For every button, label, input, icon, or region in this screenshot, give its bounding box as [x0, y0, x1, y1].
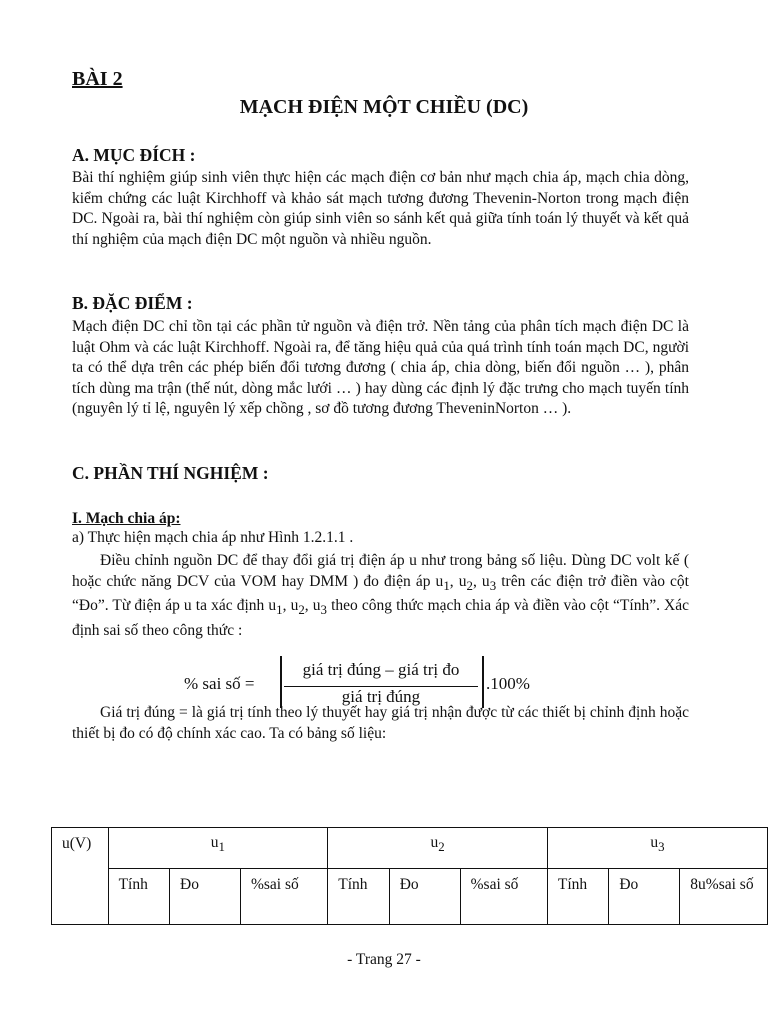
col-u2-do: Đo [389, 869, 460, 925]
col-u1-error: %sai số [240, 869, 327, 925]
instructions-paragraph: Điều chỉnh nguồn DC để thay đổi giá trị điện áp u như trong bảng số liệu. Dùng DC volt kế ( hoặc chức năng DCV của VOM hay DMM ) đo điện áp $u_1$, $u_2$, $u_3$ trên các điện trở điền vào cột “Đo”. Từ điện áp u ta xác định $u_1$, $u_2$, $u_3$ theo công thức mạch chia áp và điền vào cột “Tính”. Xác định sai số theo công thức : [72, 552, 690, 639]
col-u1-tinh: Tính [108, 869, 169, 925]
table-row [52, 828, 768, 869]
formula-rhs: .100% [486, 674, 530, 693]
true-value-definition: Giá trị đúng = là giá trị tính theo lý thuyết hay giá trị nhận được từ các thiết bị chỉnh định hoặc thiết bị đo có độ chính xác cao. Ta có bảng số liệu: [72, 704, 689, 742]
col-u3-do: Đo [609, 869, 680, 925]
section-c-heading: C. PHẦN THÍ NGHIỆM : [72, 463, 269, 483]
section-a-heading: A. MỤC ĐÍCH : [72, 145, 196, 165]
instructions-part-3: theo công thức mạch chia áp và điền vào cột “Tính”. Xác định sai số theo công thức : [72, 597, 690, 639]
page-title: MẠCH ĐIỆN MỘT CHIỀU (DC) [239, 96, 529, 118]
section-b-heading: B. ĐẶC ĐIỂM : [72, 293, 193, 313]
voltage-divider-heading: I. Mạch chia áp: [72, 510, 181, 527]
col-u3-error: 8u%sai số [680, 869, 768, 925]
step-a-text: a) Thực hiện mạch chia áp như Hình 1.2.1.1 . [72, 529, 354, 546]
abs-bar-right [482, 656, 484, 708]
col-u3-tinh: Tính [547, 869, 608, 925]
instructions-part-2: trên các điện trở điền vào cột “Đo”. Từ điện áp u ta xác định u [72, 572, 689, 615]
instructions-part-1: Điều chỉnh nguồn DC để thay đổi giá trị điện áp u như trong bảng số liệu. Dùng DC volt kế ( hoặc chức năng DCV của VOM hay DMM ) đo điện áp u [72, 552, 689, 590]
data-table [51, 827, 768, 925]
page-number: - Trang 27 - [347, 951, 421, 968]
section-b-body: Mạch điện DC chỉ tồn tại các phần tử nguồn và điện trở. Nền tảng của phân tích mạch điện DC là luật Ohm và các luật Kirchhoff. Ngoài ra, để tăng hiệu quả của quá trình tính toán mạch DC, người ta có thể dựa trên các phép biến đổi tương đương ( chia áp, chia dòng, biến đổi nguồn … ), phân tích dùng ma trận (thế nút, dòng mắc lưới … ) hay dùng các định lý đặc trưng cho mạch tuyến tính (nguyên lý tỉ lệ, nguyên lý xếp chồng , sơ đồ tương đương TheveninNorton … ). [72, 318, 689, 417]
group-u3: $u_3$ [547, 828, 767, 869]
formula-denominator: giá trị đúng [341, 687, 421, 706]
formula-lhs: % sai số = [184, 674, 255, 693]
lesson-label: BÀI 2 [72, 68, 123, 90]
col-u2-tinh: Tính [328, 869, 389, 925]
group-u2: $u_2$ [328, 828, 548, 869]
row-header-uv: u(V) [52, 828, 109, 925]
group-u1: $u_1$ [108, 828, 328, 869]
col-u1-do: Đo [170, 869, 241, 925]
col-u2-error: %sai số [460, 869, 547, 925]
section-a-body: Bài thí nghiệm giúp sinh viên thực hiện các mạch điện cơ bản như mạch chia áp, mạch chia dòng, kiểm chứng các luật Kirchhoff và khảo sát mạch tương đương Thevenin-Norton trong mạch điện DC. Ngoài ra, bài thí nghiệm còn giúp sinh viên so sánh kết quả giữa tính toán lý thuyết và kết quả thí nghiệm của mạch điện DC một nguồn và nhiều nguồn. [72, 169, 689, 248]
table-row [52, 869, 768, 925]
formula-numerator: giá trị đúng – giá trị đo [302, 660, 460, 679]
